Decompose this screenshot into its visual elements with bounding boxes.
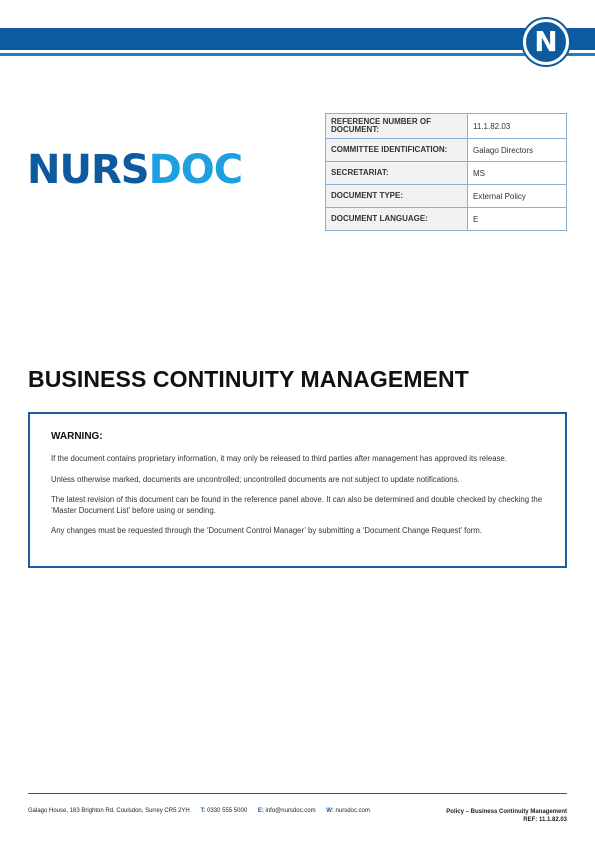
footer-phone-label: T:: [200, 808, 206, 814]
ref-value: External Policy: [468, 185, 567, 208]
ref-value: Galago Directors: [468, 139, 567, 162]
ref-label: DOCUMENT LANGUAGE:: [326, 208, 468, 231]
reference-panel: [325, 113, 567, 231]
footer-doc-info: [446, 808, 567, 824]
ref-value: 11.1.82.03: [468, 114, 567, 139]
logo-part-2: DOC: [148, 147, 243, 193]
ref-value: E: [468, 208, 567, 231]
table-row: [326, 208, 567, 231]
footer-web[interactable]: nursdoc.com: [335, 808, 370, 814]
warning-paragraph: If the document contains proprietary information, it may only be released to third parties after management has approved its release.: [51, 454, 507, 463]
footer-email[interactable]: info@nursdoc.com: [265, 808, 316, 814]
footer-phone: 0330 555 5000: [207, 808, 248, 814]
warning-paragraph: Any changes must be requested through the ‘Document Control Manager’ by submitting a ‘Document Change Request’ form.: [51, 526, 482, 536]
brand-badge-icon: [523, 19, 569, 65]
header-band-line: [0, 53, 595, 56]
warning-heading: WARNING:: [51, 431, 103, 442]
page-title: BUSINESS CONTINUITY MANAGEMENT: [28, 366, 469, 392]
header-band: [0, 28, 595, 50]
footer-divider: [28, 793, 567, 794]
warning-paragraph: The latest revision of this document can be found in the reference panel above. It can also be determined and double checked by checking the ‘Master Document List’ before using or sending.: [51, 495, 543, 515]
warning-box: [28, 412, 567, 568]
footer-web-label: W:: [326, 808, 334, 814]
company-logo: [27, 147, 243, 193]
ref-label: COMMITTEE IDENTIFICATION:: [326, 139, 468, 162]
ref-label: SECRETARIAT:: [326, 162, 468, 185]
warning-paragraph: Unless otherwise marked, documents are uncontrolled; uncontrolled documents are not subject to update notifications.: [51, 474, 460, 484]
ref-value: MS: [468, 162, 567, 185]
table-row: [326, 139, 567, 162]
footer-doc-title: Policy – Business Continuity Management: [446, 809, 567, 815]
ref-label: DOCUMENT TYPE:: [326, 185, 468, 208]
badge-letter: N: [534, 25, 558, 58]
table-row: [326, 114, 567, 139]
logo-part-1: NURS: [27, 147, 149, 193]
footer-email-label: E:: [257, 808, 264, 814]
footer-contact: [28, 808, 370, 814]
ref-label: REFERENCE NUMBER OF DOCUMENT:: [326, 114, 468, 139]
footer-address: Galago House, 163 Brighton Rd, Coulsdon, Surrey CR5 2YH: [28, 808, 190, 814]
table-row: [326, 185, 567, 208]
table-row: [326, 162, 567, 185]
footer-ref: REF: 11.1.82.03: [523, 817, 567, 824]
